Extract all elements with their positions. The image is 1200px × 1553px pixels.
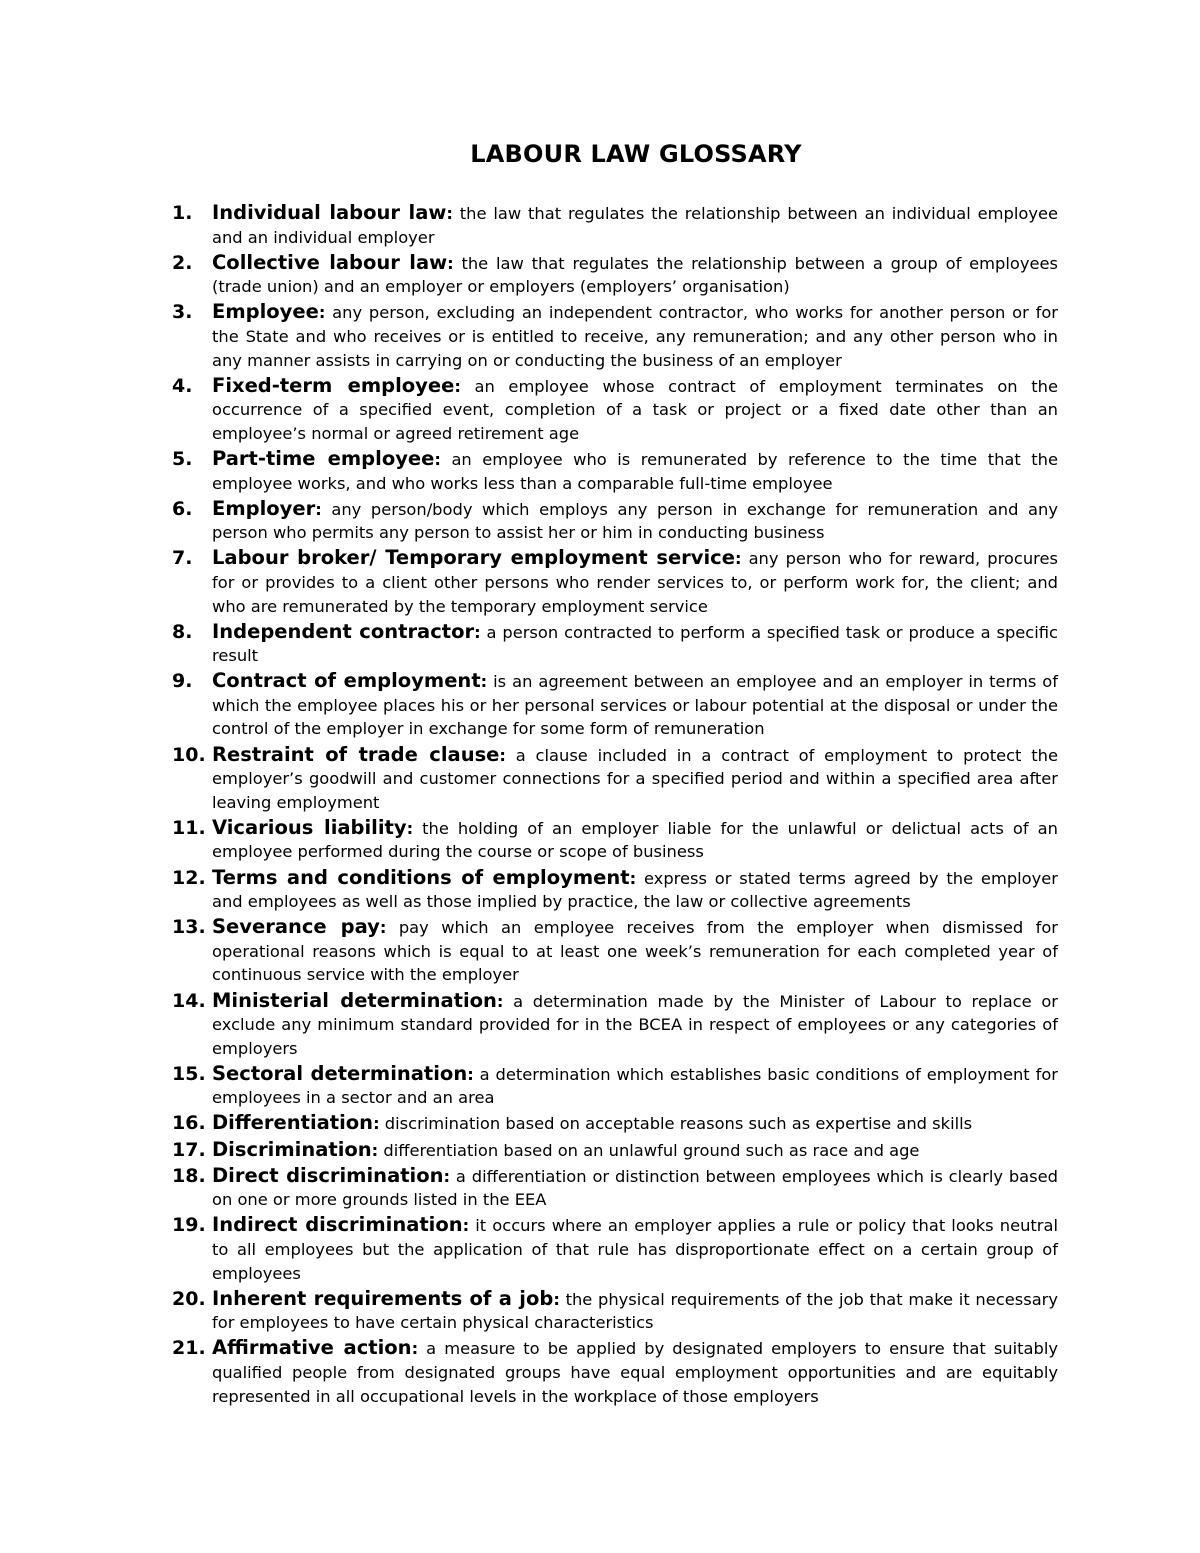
glossary-entry: 20. Inherent requirements of a job: the physical requirements of the job that make it necessary for employees to have certain physical characteristics (172, 1286, 1059, 1333)
entry-definition: the law that regulates the relationship between a group of employees (trade union) and an employer or employers (employers’ organisation) (212, 253, 1058, 297)
entry-number: 7. (172, 547, 193, 570)
entry-definition: express or stated terms agreed by the employer and employees as well as those implied by practice, the law or collective agreements (212, 868, 1058, 912)
entry-definition: any person, excluding an independent contractor, who works for another person or for the State and who receives or is entitled to receive, any remuneration; and any other person who in any manner assists in carrying on or conducting the business of an employer (212, 303, 1058, 370)
glossary-list (170, 201, 1058, 1410)
glossary-entry: 5. Part-time employee: an employee who is remunerated by reference to the time that the employee works, and who works less than a comparable full-time employee (172, 446, 1058, 493)
entry-definition: is an agreement between an employee and an employer in terms of which the employee places his or her personal services or labour potential at the disposal or under the control of the employer in exchange for some form of remuneration (212, 672, 1058, 739)
entry-definition: any person who for reward, procures for or provides to a client other persons who render services to, or perform work for, the client; and who are remunerated by the temporary employment service (212, 549, 1058, 616)
entry-term: Affirmative action (212, 1336, 412, 1360)
entry-definition: a clause included in a contract of employment to protect the employer’s goodwill and customer connections for a specified period and within a specified area after leaving employment (212, 745, 1058, 812)
entry-number: 15. (172, 1062, 206, 1085)
entry-number: 13. (172, 916, 206, 939)
entry-number: 8. (172, 620, 193, 643)
entry-term: Labour broker/ Temporary employment service (212, 546, 735, 570)
entry-number: 11. (172, 816, 206, 839)
entry-term: Fixed-term employee (212, 373, 455, 397)
glossary-entry: 6. Employer: any person/body which employs any person in exchange for remuneration and any person who permits any person to assist her or him in conducting business (172, 496, 1058, 543)
document-title: LABOUR LAW GLOSSARY (470, 140, 802, 168)
entry-definition: the holding of an employer liable for the unlawful or delictual acts of an employee performed during the course or scope of business (212, 818, 1058, 862)
entry-term: Restraint of trade clause (212, 742, 500, 766)
glossary-entry: 1. Individual labour law: the law that regulates the relationship between an individual employee and an individual employer (172, 201, 1058, 247)
glossary-entry: 12. Terms and conditions of employment: express or stated terms agreed by the employer and employees as well as those implied by practice, the law or collective agreements (172, 865, 1058, 912)
entry-number: 14. (172, 989, 206, 1012)
entry-number: 16. (172, 1112, 206, 1135)
entry-term: Terms and conditions of employment (212, 865, 630, 889)
entry-definition: a measure to be applied by designated employers to ensure that suitably qualified people from designated groups have equal employment opportunities and are equitably represented in all occupational levels in the workplace of those employers (212, 1339, 1058, 1406)
glossary-entry: 15. Sectoral determination: a determination which establishes basic conditions of employment for employees in a sector and an area (172, 1061, 1058, 1108)
entry-term: Individual labour law (212, 201, 447, 224)
glossary-entry: 11. Vicarious liability: the holding of an employer liable for the unlawful or delictual acts of an employee performed during the course or scope of business (172, 815, 1058, 862)
entry-term: Independent contractor (212, 619, 475, 643)
glossary-entry: 3. Employee: any person, excluding an independent contractor, who works for another person or for the State and who receives or is entitled to receive, any remuneration; and any other person who in any manner assists in carrying on or conducting the business of an employer (172, 300, 1058, 370)
entry-definition: a determination which establishes basic conditions of employment for employees in a sector and an area (212, 1064, 1058, 1108)
entry-term: Employer (212, 496, 316, 520)
entry-definition: the physical requirements of the job that make it necessary for employees to have certain physical characteristics (212, 1289, 1059, 1333)
glossary-entry: 2. Collective labour law: the law that regulates the relationship between a group of employees (trade union) and an employer or employers (employers’ organisation) (172, 250, 1058, 297)
entry-definition: an employee whose contract of employment terminates on the occurrence of a specified event, completion of a task or project or a fixed date other than an employee’s normal or agreed retirement age (212, 376, 1058, 443)
glossary-entry: 7. Labour broker/ Temporary employment service: any person who for reward, procures for or provides to a client other persons who render services to, or perform work for, the client; and who are remunerated by the temporary employment service (172, 546, 1058, 616)
glossary-entry: 13. Severance pay: pay which an employee receives from the employer when dismissed for operational reasons which is equal to at least one week’s remuneration for each completed year of continuous service with the employer (172, 915, 1058, 985)
glossary-entry: 4. Fixed-term employee: an employee whose contract of employment terminates on the occurrence of a specified event, completion of a task or project or a fixed date other than an employee’s normal or agreed retirement age (172, 373, 1058, 443)
entry-number: 5. (172, 447, 193, 470)
entry-term: Direct discrimination (212, 1163, 444, 1187)
entry-term: Indirect discrimination (212, 1213, 463, 1237)
entry-term: Contract of employment (212, 669, 481, 693)
entry-definition: an employee who is remunerated by reference to the time that the employee works, and who works less than a comparable full-time employee (212, 449, 1058, 493)
entry-definition: discrimination based on acceptable reasons such as expertise and skills (384, 1114, 973, 1134)
entry-term: Vicarious liability (212, 815, 407, 839)
entry-term: Part-time employee (212, 446, 435, 470)
entry-number: 1. (172, 202, 193, 224)
entry-number: 2. (172, 251, 193, 274)
entry-definition: pay which an employee receives from the employer when dismissed for operational reasons which is equal to at least one week’s remuneration for each completed year of continuous service with the employer (212, 918, 1058, 985)
glossary-entry: 18. Direct discrimination: a differentiation or distinction between employees which is clearly based on one or more grounds listed in the EEA (172, 1163, 1058, 1210)
entry-term: Inherent requirements of a job (212, 1286, 554, 1310)
entry-term: Collective labour law (212, 250, 448, 274)
entry-term: Ministerial determination (212, 988, 497, 1012)
entry-number: 20. (172, 1287, 206, 1310)
entry-term: Severance pay (212, 915, 380, 939)
glossary-entry: 9. Contract of employment: is an agreement between an employee and an employer in terms of which the employee places his or her personal services or labour potential at the disposal or under the control of the employer in exchange for some form of remuneration (172, 669, 1058, 739)
glossary-entry: 19. Indirect discrimination: it occurs where an employer applies a rule or policy that looks neutral to all employees but the application of that rule has disproportionate effect on a certain group of employees (172, 1213, 1058, 1283)
entry-number: 19. (172, 1214, 206, 1237)
glossary-entry: 17. Discrimination: differentiation based on an unlawful ground such as race and age (172, 1137, 920, 1161)
entry-definition: a determination made by the Minister of Labour to replace or exclude any minimum standard provided for in the BCEA in respect of employees or any categories of employers (212, 991, 1058, 1058)
entry-term: Sectoral determination (212, 1061, 468, 1085)
entry-number: 21. (172, 1337, 206, 1360)
entry-term: Discrimination (212, 1137, 372, 1161)
entry-definition: differentiation based on an unlawful ground such as race and age (383, 1140, 920, 1160)
entry-term: Differentiation (212, 1111, 374, 1135)
entry-number: 9. (172, 670, 193, 693)
entry-number: 6. (172, 497, 193, 520)
entry-number: 10. (172, 743, 206, 766)
glossary-entry: 14. Ministerial determination: a determination made by the Minister of Labour to replace or exclude any minimum standard provided for in the BCEA in respect of employees or any categories of employers (172, 988, 1058, 1058)
entry-definition: the law that regulates the relationship between an individual employee and an individual employer (212, 204, 1058, 247)
glossary-entry: 10. Restraint of trade clause: a clause included in a contract of employment to protect the employer’s goodwill and customer connections for a specified period and within a specified area after leaving employment (172, 742, 1058, 812)
entry-definition: a differentiation or distinction between employees which is clearly based on one or more grounds listed in the EEA (212, 1166, 1058, 1210)
entry-definition: any person/body which employs any person in exchange for remuneration and any person who permits any person to assist her or him in conducting business (212, 499, 1058, 543)
entry-number: 18. (172, 1164, 206, 1187)
glossary-entry: 21. Affirmative action: a measure to be applied by designated employers to ensure that suitably qualified people from designated groups have equal employment opportunities and are equitably represented in all occupational levels in the workplace of those employers (172, 1336, 1058, 1406)
entry-number: 12. (172, 866, 206, 889)
entry-number: 17. (172, 1138, 206, 1161)
glossary-entry: 16. Differentiation: discrimination based on acceptable reasons such as expertise and skills (172, 1111, 973, 1135)
glossary-entry: 8. Independent contractor: a person contracted to perform a specified task or produce a specific result (172, 619, 1058, 666)
entry-term: Employee (212, 300, 319, 324)
entry-number: 4. (172, 374, 193, 397)
entry-definition: a person contracted to perform a specified task or produce a specific result (212, 622, 1058, 666)
entry-definition: it occurs where an employer applies a rule or policy that looks neutral to all employees but the application of that rule has disproportionate effect on a certain group of employees (212, 1216, 1058, 1283)
entry-number: 3. (172, 301, 193, 324)
